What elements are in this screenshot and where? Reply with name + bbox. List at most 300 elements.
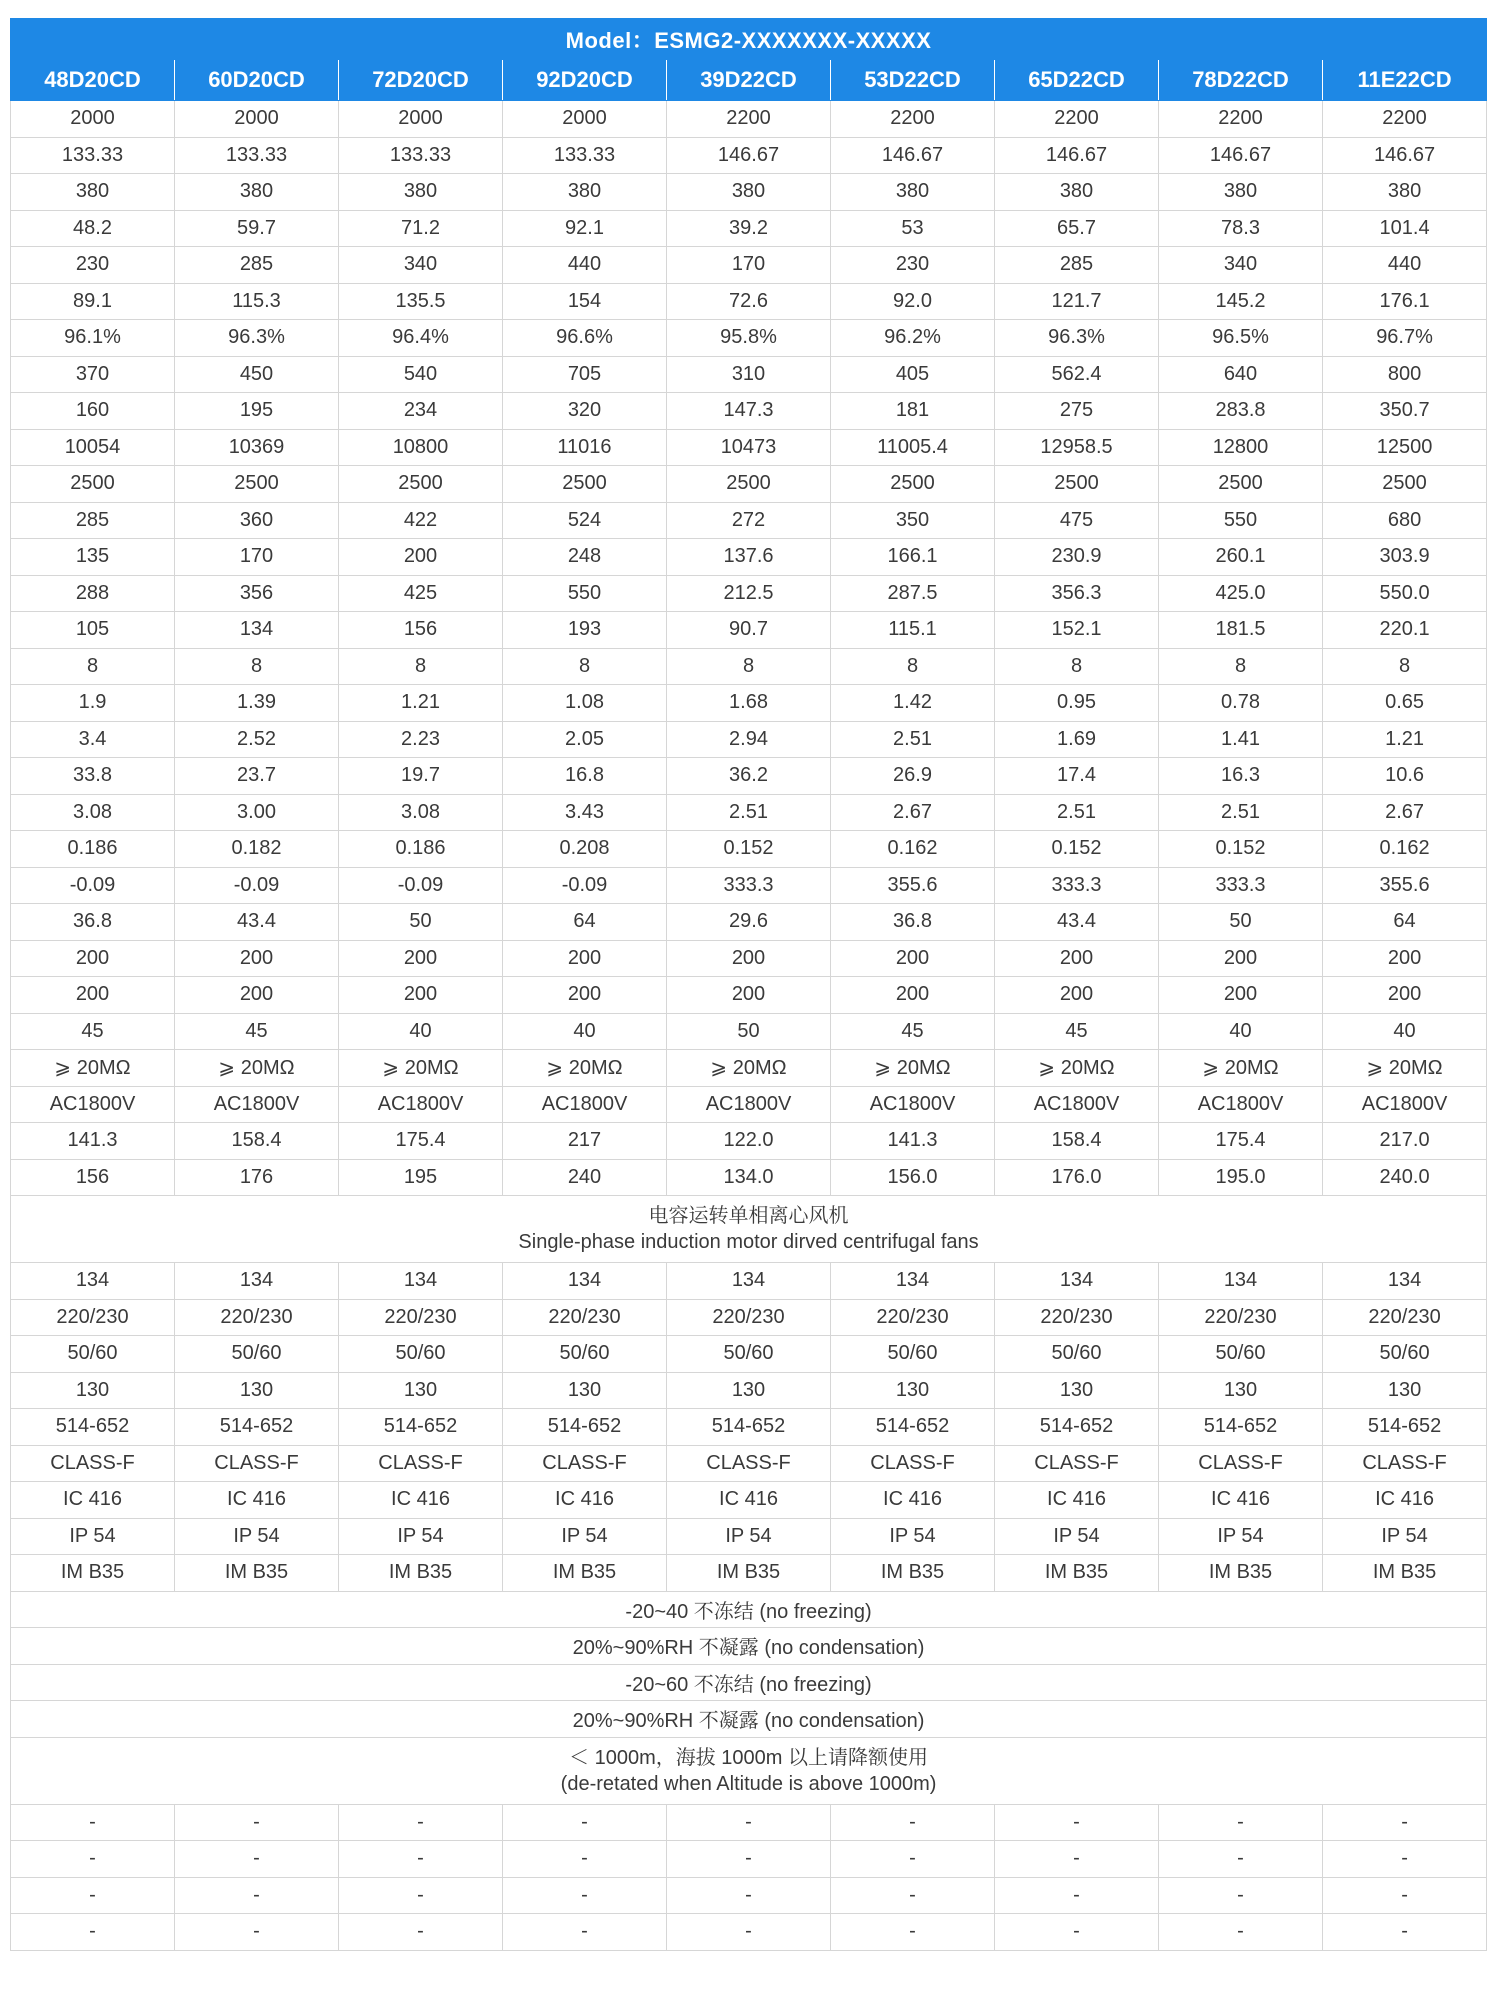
table-cell: 130 xyxy=(11,1372,175,1409)
table-cell: AC1800V xyxy=(175,1086,339,1123)
table-cell: 514-652 xyxy=(995,1409,1159,1446)
table-cell: - xyxy=(503,1914,667,1951)
table-cell: 220/230 xyxy=(831,1299,995,1336)
table-cell: 550 xyxy=(1159,502,1323,539)
table-cell: 200 xyxy=(1323,977,1487,1014)
table-cell: 193 xyxy=(503,612,667,649)
table-cell: 2.51 xyxy=(831,721,995,758)
table-cell: 220/230 xyxy=(503,1299,667,1336)
table-cell: 2.51 xyxy=(1159,794,1323,831)
table-cell: IM B35 xyxy=(1159,1555,1323,1592)
table-cell: 17.4 xyxy=(995,758,1159,795)
fan-section-label xyxy=(11,1196,1487,1263)
table-row xyxy=(11,612,1487,649)
altitude-line-en: (de-retated when Altitude is above 1000m) xyxy=(560,1772,937,1795)
table-cell: 0.182 xyxy=(175,831,339,868)
table-cell: 422 xyxy=(339,502,503,539)
table-cell: ⩾ 20MΩ xyxy=(667,1050,831,1087)
table-cell: 10369 xyxy=(175,429,339,466)
column-header: 65D22CD xyxy=(995,60,1159,101)
table-cell: 285 xyxy=(995,247,1159,284)
table-cell: 122.0 xyxy=(667,1123,831,1160)
table-cell: - xyxy=(667,1914,831,1951)
table-cell: 2200 xyxy=(1323,101,1487,138)
table-cell: 50/60 xyxy=(175,1336,339,1373)
table-cell: 134.0 xyxy=(667,1159,831,1196)
operating-humidity: 20%~90%RH 不凝露 (no condensation) xyxy=(11,1628,1487,1665)
table-cell: IM B35 xyxy=(339,1555,503,1592)
table-cell: 10.6 xyxy=(1323,758,1487,795)
table-cell: 0.152 xyxy=(1159,831,1323,868)
table-row xyxy=(11,1877,1487,1914)
table-cell: 133.33 xyxy=(339,137,503,174)
table-row xyxy=(11,137,1487,174)
table-cell: 380 xyxy=(503,174,667,211)
table-cell: 200 xyxy=(831,977,995,1014)
table-cell: ⩾ 20MΩ xyxy=(339,1050,503,1087)
table-cell: 50/60 xyxy=(831,1336,995,1373)
table-cell: 130 xyxy=(175,1372,339,1409)
table-cell: 310 xyxy=(667,356,831,393)
table-cell: 121.7 xyxy=(995,283,1159,320)
table-row xyxy=(11,1050,1487,1087)
table-cell: 355.6 xyxy=(831,867,995,904)
table-cell: - xyxy=(339,1877,503,1914)
table-cell: 380 xyxy=(995,174,1159,211)
table-cell: - xyxy=(503,1877,667,1914)
table-cell: 380 xyxy=(175,174,339,211)
table-row xyxy=(11,977,1487,1014)
table-cell: 133.33 xyxy=(11,137,175,174)
table-cell: - xyxy=(831,1914,995,1951)
table-cell: 43.4 xyxy=(175,904,339,941)
table-cell: 0.152 xyxy=(995,831,1159,868)
storage-temperature: -20~60 不冻结 (no freezing) xyxy=(11,1664,1487,1701)
table-cell: - xyxy=(11,1914,175,1951)
table-cell: 65.7 xyxy=(995,210,1159,247)
table-cell: - xyxy=(339,1804,503,1841)
table-cell: 8 xyxy=(11,648,175,685)
table-cell: 200 xyxy=(503,940,667,977)
table-cell: 200 xyxy=(995,940,1159,977)
table-cell: 380 xyxy=(1323,174,1487,211)
fan-spec-rows xyxy=(11,1263,1487,1592)
table-cell: 1.41 xyxy=(1159,721,1323,758)
table-cell: 1.42 xyxy=(831,685,995,722)
table-row xyxy=(11,356,1487,393)
table-cell: 12500 xyxy=(1323,429,1487,466)
table-cell: IC 416 xyxy=(503,1482,667,1519)
table-cell: 2.23 xyxy=(339,721,503,758)
table-cell: 514-652 xyxy=(11,1409,175,1446)
table-cell: 2.94 xyxy=(667,721,831,758)
table-cell: 220/230 xyxy=(339,1299,503,1336)
table-cell: 39.2 xyxy=(667,210,831,247)
table-cell: 11016 xyxy=(503,429,667,466)
table-cell: IP 54 xyxy=(1159,1518,1323,1555)
table-cell: 146.67 xyxy=(995,137,1159,174)
table-cell: CLASS-F xyxy=(1323,1445,1487,1482)
table-cell: 2200 xyxy=(995,101,1159,138)
table-cell: 134 xyxy=(339,1263,503,1300)
table-cell: 36.8 xyxy=(11,904,175,941)
table-cell: 92.0 xyxy=(831,283,995,320)
table-cell: 0.162 xyxy=(831,831,995,868)
table-cell: 2500 xyxy=(1323,466,1487,503)
table-cell: 217.0 xyxy=(1323,1123,1487,1160)
table-cell: 275 xyxy=(995,393,1159,430)
table-cell: CLASS-F xyxy=(503,1445,667,1482)
table-row xyxy=(11,320,1487,357)
table-row xyxy=(11,1299,1487,1336)
table-cell: 303.9 xyxy=(1323,539,1487,576)
table-cell: 40 xyxy=(503,1013,667,1050)
table-cell: 2500 xyxy=(503,466,667,503)
table-cell: - xyxy=(1323,1877,1487,1914)
table-cell: 0.186 xyxy=(11,831,175,868)
table-cell: CLASS-F xyxy=(995,1445,1159,1482)
table-cell: 2.67 xyxy=(831,794,995,831)
table-cell: 562.4 xyxy=(995,356,1159,393)
table-cell: 440 xyxy=(1323,247,1487,284)
table-cell: 134 xyxy=(1323,1263,1487,1300)
table-cell: 680 xyxy=(1323,502,1487,539)
table-cell: IC 416 xyxy=(339,1482,503,1519)
table-cell: AC1800V xyxy=(995,1086,1159,1123)
table-cell: 50 xyxy=(667,1013,831,1050)
table-cell: 133.33 xyxy=(175,137,339,174)
table-cell: 514-652 xyxy=(503,1409,667,1446)
table-cell: 36.8 xyxy=(831,904,995,941)
table-cell: 200 xyxy=(339,539,503,576)
table-cell: IC 416 xyxy=(11,1482,175,1519)
table-cell: 64 xyxy=(1323,904,1487,941)
table-cell: 550.0 xyxy=(1323,575,1487,612)
table-cell: 50/60 xyxy=(995,1336,1159,1373)
table-cell: 146.67 xyxy=(1323,137,1487,174)
table-cell: 130 xyxy=(1323,1372,1487,1409)
table-cell: 0.95 xyxy=(995,685,1159,722)
table-cell: 10800 xyxy=(339,429,503,466)
table-cell: ⩾ 20MΩ xyxy=(1159,1050,1323,1087)
table-cell: 146.67 xyxy=(831,137,995,174)
table-cell: 200 xyxy=(667,940,831,977)
title-row xyxy=(11,19,1487,60)
table-cell: 1.21 xyxy=(339,685,503,722)
table-cell: 72.6 xyxy=(667,283,831,320)
table-cell: 200 xyxy=(11,977,175,1014)
table-cell: - xyxy=(1159,1841,1323,1878)
table-cell: 134 xyxy=(667,1263,831,1300)
table-cell: 89.1 xyxy=(11,283,175,320)
table-cell: 115.1 xyxy=(831,612,995,649)
table-cell: 45 xyxy=(11,1013,175,1050)
column-header: 11E22CD xyxy=(1323,60,1487,101)
table-cell: 1.21 xyxy=(1323,721,1487,758)
table-cell: 283.8 xyxy=(1159,393,1323,430)
table-cell: 115.3 xyxy=(175,283,339,320)
environment-section xyxy=(11,1591,1487,1804)
table-cell: 285 xyxy=(175,247,339,284)
table-row xyxy=(11,466,1487,503)
table-cell: 200 xyxy=(667,977,831,1014)
table-cell: 50/60 xyxy=(339,1336,503,1373)
table-cell: 12958.5 xyxy=(995,429,1159,466)
table-cell: 2000 xyxy=(175,101,339,138)
table-cell: - xyxy=(1159,1914,1323,1951)
table-cell: 220/230 xyxy=(1159,1299,1323,1336)
table-row xyxy=(11,393,1487,430)
table-cell: 350.7 xyxy=(1323,393,1487,430)
table-cell: 514-652 xyxy=(175,1409,339,1446)
table-cell: IC 416 xyxy=(995,1482,1159,1519)
table-cell: 50 xyxy=(339,904,503,941)
table-cell: 333.3 xyxy=(1159,867,1323,904)
table-row xyxy=(11,1123,1487,1160)
table-cell: 181.5 xyxy=(1159,612,1323,649)
table-cell: 380 xyxy=(1159,174,1323,211)
table-cell: 3.08 xyxy=(339,794,503,831)
table-cell: 16.3 xyxy=(1159,758,1323,795)
table-row xyxy=(11,831,1487,868)
table-cell: 1.69 xyxy=(995,721,1159,758)
table-cell: 405 xyxy=(831,356,995,393)
column-header: 92D20CD xyxy=(503,60,667,101)
table-cell: - xyxy=(667,1877,831,1914)
table-cell: 176.1 xyxy=(1323,283,1487,320)
table-cell: - xyxy=(667,1804,831,1841)
table-cell: IC 416 xyxy=(667,1482,831,1519)
table-cell: 3.08 xyxy=(11,794,175,831)
table-cell: 2.67 xyxy=(1323,794,1487,831)
table-cell: ⩾ 20MΩ xyxy=(175,1050,339,1087)
table-cell: 8 xyxy=(995,648,1159,685)
table-cell: 2.05 xyxy=(503,721,667,758)
table-cell: 96.3% xyxy=(995,320,1159,357)
table-cell: 96.2% xyxy=(831,320,995,357)
table-cell: IP 54 xyxy=(175,1518,339,1555)
table-row xyxy=(11,429,1487,466)
table-row xyxy=(11,940,1487,977)
table-cell: 2200 xyxy=(831,101,995,138)
table-row xyxy=(11,1159,1487,1196)
table-cell: 333.3 xyxy=(667,867,831,904)
table-cell: 195.0 xyxy=(1159,1159,1323,1196)
header-row xyxy=(11,60,1487,101)
table-cell: 64 xyxy=(503,904,667,941)
table-cell: 200 xyxy=(1159,940,1323,977)
table-cell: 230 xyxy=(831,247,995,284)
table-row xyxy=(11,1263,1487,1300)
table-row xyxy=(11,174,1487,211)
table-cell: 380 xyxy=(11,174,175,211)
table-row xyxy=(11,1482,1487,1519)
table-cell: 220/230 xyxy=(667,1299,831,1336)
table-cell: 130 xyxy=(339,1372,503,1409)
table-cell: AC1800V xyxy=(1159,1086,1323,1123)
table-cell: 355.6 xyxy=(1323,867,1487,904)
altitude-line-cn: ＜ 1000m，海拔 1000m 以上请降额使用 xyxy=(569,1746,929,1769)
table-cell: 170 xyxy=(667,247,831,284)
table-cell: 48.2 xyxy=(11,210,175,247)
table-cell: -0.09 xyxy=(339,867,503,904)
table-cell: 220/230 xyxy=(175,1299,339,1336)
table-cell: 40 xyxy=(1159,1013,1323,1050)
table-cell: 200 xyxy=(995,977,1159,1014)
table-cell: 340 xyxy=(339,247,503,284)
table-cell: 2000 xyxy=(339,101,503,138)
table-cell: 3.00 xyxy=(175,794,339,831)
table-row xyxy=(11,575,1487,612)
table-cell: AC1800V xyxy=(503,1086,667,1123)
table-cell: 200 xyxy=(1323,940,1487,977)
table-cell: 8 xyxy=(339,648,503,685)
table-cell: 156 xyxy=(339,612,503,649)
table-cell: 154 xyxy=(503,283,667,320)
table-cell: 170 xyxy=(175,539,339,576)
table-cell: ⩾ 20MΩ xyxy=(503,1050,667,1087)
table-cell: 45 xyxy=(995,1013,1159,1050)
table-cell: 96.4% xyxy=(339,320,503,357)
table-cell: 514-652 xyxy=(1159,1409,1323,1446)
table-cell: 195 xyxy=(339,1159,503,1196)
table-cell: 101.4 xyxy=(1323,210,1487,247)
table-cell: - xyxy=(1323,1841,1487,1878)
table-cell: 134 xyxy=(831,1263,995,1300)
table-cell: - xyxy=(831,1877,995,1914)
table-cell: 26.9 xyxy=(831,758,995,795)
table-cell: 200 xyxy=(11,940,175,977)
table-cell: 200 xyxy=(339,977,503,1014)
table-cell: 29.6 xyxy=(667,904,831,941)
table-cell: CLASS-F xyxy=(831,1445,995,1482)
table-cell: 2500 xyxy=(995,466,1159,503)
table-cell: 514-652 xyxy=(339,1409,503,1446)
table-cell: 524 xyxy=(503,502,667,539)
table-cell: 0.152 xyxy=(667,831,831,868)
table-row xyxy=(11,247,1487,284)
table-cell: 333.3 xyxy=(995,867,1159,904)
table-cell: 50/60 xyxy=(667,1336,831,1373)
table-row xyxy=(11,1336,1487,1373)
table-cell: 8 xyxy=(1159,648,1323,685)
table-cell: AC1800V xyxy=(667,1086,831,1123)
table-cell: 2500 xyxy=(667,466,831,503)
table-cell: - xyxy=(339,1914,503,1951)
table-row xyxy=(11,867,1487,904)
table-cell: 360 xyxy=(175,502,339,539)
table-cell: 33.8 xyxy=(11,758,175,795)
table-cell: -0.09 xyxy=(503,867,667,904)
table-cell: 2500 xyxy=(339,466,503,503)
table-row xyxy=(11,648,1487,685)
operating-temperature: -20~40 不冻结 (no freezing) xyxy=(11,1591,1487,1628)
table-cell: CLASS-F xyxy=(1159,1445,1323,1482)
table-cell: CLASS-F xyxy=(339,1445,503,1482)
spec-table xyxy=(10,18,1487,1951)
spec-rows-bottom xyxy=(11,1804,1487,1950)
table-cell: 200 xyxy=(831,940,995,977)
table-cell: 147.3 xyxy=(667,393,831,430)
table-cell: 2500 xyxy=(831,466,995,503)
table-cell: 146.67 xyxy=(667,137,831,174)
table-cell: 8 xyxy=(175,648,339,685)
table-cell: - xyxy=(667,1841,831,1878)
storage-humidity: 20%~90%RH 不凝露 (no condensation) xyxy=(11,1701,1487,1738)
table-cell: 130 xyxy=(995,1372,1159,1409)
table-cell: 0.186 xyxy=(339,831,503,868)
table-cell: - xyxy=(11,1877,175,1914)
column-header: 53D22CD xyxy=(831,60,995,101)
table-cell: 3.4 xyxy=(11,721,175,758)
table-cell: 200 xyxy=(339,940,503,977)
table-cell: 640 xyxy=(1159,356,1323,393)
table-cell: - xyxy=(1323,1804,1487,1841)
table-cell: 340 xyxy=(1159,247,1323,284)
table-cell: 19.7 xyxy=(339,758,503,795)
table-cell: 356 xyxy=(175,575,339,612)
table-cell: 220/230 xyxy=(995,1299,1159,1336)
table-cell: AC1800V xyxy=(11,1086,175,1123)
table-cell: 195 xyxy=(175,393,339,430)
table-cell: 370 xyxy=(11,356,175,393)
table-row xyxy=(11,1086,1487,1123)
table-row xyxy=(11,1555,1487,1592)
table-cell: IC 416 xyxy=(175,1482,339,1519)
table-cell: 800 xyxy=(1323,356,1487,393)
table-cell: - xyxy=(995,1841,1159,1878)
table-cell: 137.6 xyxy=(667,539,831,576)
table-cell: 96.5% xyxy=(1159,320,1323,357)
table-cell: 425 xyxy=(339,575,503,612)
table-cell: 200 xyxy=(503,977,667,1014)
table-cell: IM B35 xyxy=(503,1555,667,1592)
table-cell: 40 xyxy=(339,1013,503,1050)
table-cell: 158.4 xyxy=(995,1123,1159,1160)
table-cell: 200 xyxy=(1159,977,1323,1014)
table-cell: 1.08 xyxy=(503,685,667,722)
table-row xyxy=(11,101,1487,138)
table-cell: 133.33 xyxy=(503,137,667,174)
fan-section-row xyxy=(11,1196,1487,1263)
env-row xyxy=(11,1701,1487,1738)
table-cell: IM B35 xyxy=(995,1555,1159,1592)
table-cell: 8 xyxy=(667,648,831,685)
table-cell: 96.7% xyxy=(1323,320,1487,357)
table-cell: 1.39 xyxy=(175,685,339,722)
table-cell: 380 xyxy=(667,174,831,211)
table-row xyxy=(11,1804,1487,1841)
table-cell: 2.51 xyxy=(667,794,831,831)
table-row xyxy=(11,1914,1487,1951)
table-cell: 8 xyxy=(1323,648,1487,685)
table-cell: 92.1 xyxy=(503,210,667,247)
table-cell: AC1800V xyxy=(831,1086,995,1123)
table-cell: 141.3 xyxy=(831,1123,995,1160)
table-cell: 146.67 xyxy=(1159,137,1323,174)
table-cell: 440 xyxy=(503,247,667,284)
table-cell: 2000 xyxy=(11,101,175,138)
table-cell: 50/60 xyxy=(11,1336,175,1373)
table-cell: - xyxy=(175,1804,339,1841)
table-cell: 36.2 xyxy=(667,758,831,795)
table-cell: 380 xyxy=(831,174,995,211)
table-cell: 2500 xyxy=(175,466,339,503)
table-cell: ⩾ 20MΩ xyxy=(995,1050,1159,1087)
table-cell: 220.1 xyxy=(1323,612,1487,649)
table-cell: IP 54 xyxy=(831,1518,995,1555)
table-cell: 550 xyxy=(503,575,667,612)
